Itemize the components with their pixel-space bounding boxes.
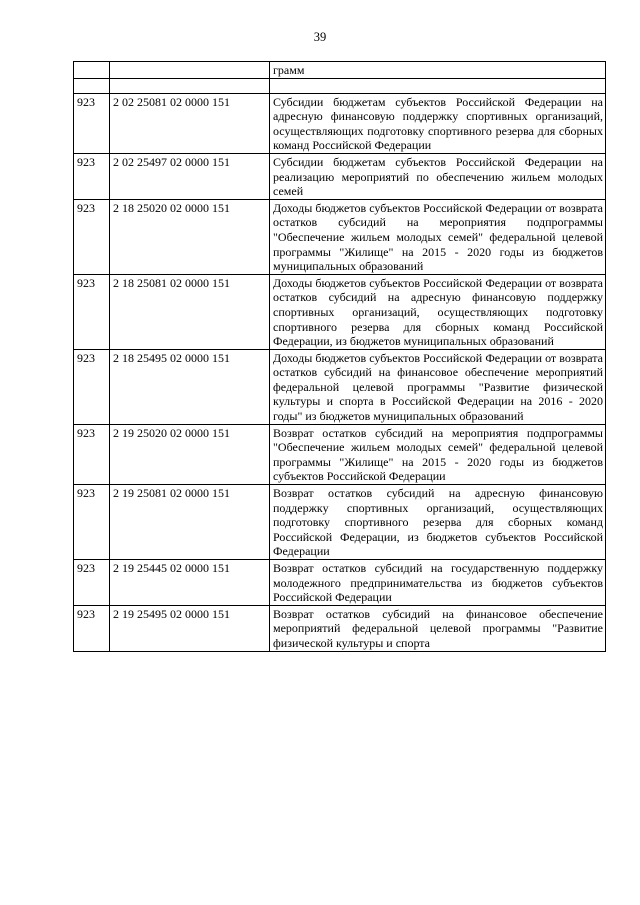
budget-code-cell: 2 19 25495 02 0000 151 (110, 605, 270, 651)
budget-code-cell: 2 19 25020 02 0000 151 (110, 424, 270, 484)
table-row (74, 199, 606, 274)
table-row (74, 560, 606, 606)
budget-code-cell (110, 62, 270, 79)
admin-code-cell: 923 (74, 199, 110, 274)
income-name-cell: Возврат остатков субсидий на адресную финансовую поддержку спортивных организаций, осуществляющих подготовку спортивного резерва для сборных команд Российской Федерации, из бюджетов субъектов Российской Федерации (270, 485, 606, 560)
income-name-cell: Субсидии бюджетам субъектов Российской Федерации на адресную финансовую поддержку спортивных организаций, осуществляющих подготовку спортивного резерва для сборных команд Российской Федерации (270, 93, 606, 153)
table-row (74, 62, 606, 79)
table-row (74, 349, 606, 424)
budget-code-cell: 2 18 25495 02 0000 151 (110, 349, 270, 424)
table-spacer-row (74, 78, 606, 93)
budget-code-cell (110, 78, 270, 93)
budget-code-cell: 2 18 25020 02 0000 151 (110, 199, 270, 274)
table-row (74, 274, 606, 349)
income-name-cell: Доходы бюджетов субъектов Российской Федерации от возврата остатков субсидий на адресную финансовую поддержку спортивных организаций, осуществляющих подготовку спортивного резерва для сборных команд Российской Федерации, из бюджетов муниципальных образований (270, 274, 606, 349)
table-row (74, 424, 606, 484)
table-row (74, 605, 606, 651)
table-row (74, 485, 606, 560)
income-name-cell: Возврат остатков субсидий на государственную поддержку молодежного предпринимательства из бюджетов субъектов Российской Федерации (270, 560, 606, 606)
admin-code-cell: 923 (74, 93, 110, 153)
admin-code-cell: 923 (74, 424, 110, 484)
admin-code-cell (74, 78, 110, 93)
income-name-cell: Доходы бюджетов субъектов Российской Федерации от возврата остатков субсидий на финансовое обеспечение мероприятий федеральной целевой программы "Развитие физической культуры и спорта в Российской Федерации на 2016 - 2020 годы" из бюджетов муниципальных образований (270, 349, 606, 424)
admin-code-cell: 923 (74, 274, 110, 349)
admin-code-cell: 923 (74, 605, 110, 651)
admin-code-cell: 923 (74, 485, 110, 560)
income-name-cell (270, 78, 606, 93)
budget-code-cell: 2 02 25497 02 0000 151 (110, 153, 270, 199)
budget-classification-table (73, 61, 606, 652)
income-name-cell: грамм (270, 62, 606, 79)
page-number: 39 (313, 30, 327, 44)
income-name-cell: Возврат остатков субсидий на мероприятия подпрограммы "Обеспечение жильем молодых семей" федеральной целевой программы "Жилище" на 2015 - 2020 годы из бюджетов субъектов Российской Федерации (270, 424, 606, 484)
admin-code-cell: 923 (74, 153, 110, 199)
income-name-cell: Возврат остатков субсидий на финансовое обеспечение мероприятий федеральной целевой программы "Развитие физической культуры и спорта (270, 605, 606, 651)
budget-code-cell: 2 19 25445 02 0000 151 (110, 560, 270, 606)
table-row (74, 93, 606, 153)
table-body (74, 62, 606, 652)
income-name-cell: Субсидии бюджетам субъектов Российской Федерации на реализацию мероприятий по обеспечению жильем молодых семей (270, 153, 606, 199)
admin-code-cell: 923 (74, 560, 110, 606)
budget-code-cell: 2 02 25081 02 0000 151 (110, 93, 270, 153)
budget-code-cell: 2 18 25081 02 0000 151 (110, 274, 270, 349)
admin-code-cell (74, 62, 110, 79)
budget-code-cell: 2 19 25081 02 0000 151 (110, 485, 270, 560)
table-row (74, 153, 606, 199)
income-name-cell: Доходы бюджетов субъектов Российской Федерации от возврата остатков субсидий на мероприятия подпрограммы "Обеспечение жильем молодых семей" федеральной целевой программы "Жилище" на 2015 - 2020 годы из бюджетов муниципальных образований (270, 199, 606, 274)
admin-code-cell: 923 (74, 349, 110, 424)
